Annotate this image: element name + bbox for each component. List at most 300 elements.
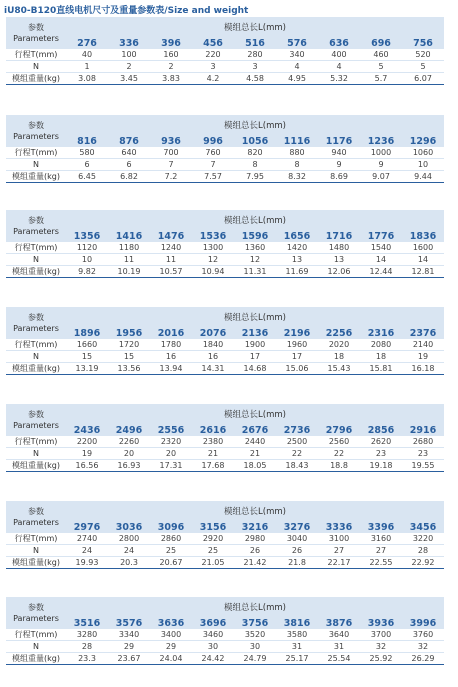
length-cell: 2016	[150, 327, 192, 339]
value-cell: 15.81	[360, 363, 402, 375]
row-label: N	[6, 448, 66, 460]
size-weight-table	[6, 501, 444, 569]
value-cell: 8.32	[276, 171, 318, 183]
param-label-en: Parameters	[13, 614, 59, 623]
row-label: N	[6, 351, 66, 363]
value-cell: 17.68	[192, 460, 234, 472]
value-cell: 3100	[318, 533, 360, 545]
param-header	[6, 404, 66, 436]
size-weight-table	[6, 404, 444, 472]
row-label: N	[6, 159, 66, 171]
value-cell: 400	[318, 49, 360, 61]
length-cell: 336	[108, 37, 150, 49]
length-cell: 2136	[234, 327, 276, 339]
length-cell: 3876	[318, 617, 360, 629]
value-cell: 24	[66, 545, 108, 557]
value-cell: 3400	[150, 629, 192, 641]
value-cell: 19	[66, 448, 108, 460]
param-label-cn: 参数	[28, 121, 44, 130]
value-cell: 520	[402, 49, 444, 61]
param-header	[6, 501, 66, 533]
value-cell: 22.92	[402, 557, 444, 569]
value-cell: 460	[360, 49, 402, 61]
value-cell: 20	[108, 448, 150, 460]
param-header	[6, 597, 66, 629]
module-length-header: 模组总长L(mm)	[66, 597, 444, 617]
value-cell: 7	[192, 159, 234, 171]
value-cell: 2500	[276, 436, 318, 448]
length-row	[6, 327, 444, 339]
value-cell: 1660	[66, 339, 108, 351]
length-cell: 1476	[150, 230, 192, 242]
length-cell: 2496	[108, 424, 150, 436]
length-cell: 1296	[402, 135, 444, 147]
n-row	[6, 254, 444, 266]
length-row	[6, 521, 444, 533]
stroke-row	[6, 629, 444, 641]
value-cell: 22.55	[360, 557, 402, 569]
value-cell: 2920	[192, 533, 234, 545]
value-cell: 16.18	[402, 363, 444, 375]
length-cell: 1236	[360, 135, 402, 147]
length-cell: 2316	[360, 327, 402, 339]
value-cell: 29	[108, 641, 150, 653]
value-cell: 280	[234, 49, 276, 61]
value-cell: 3280	[66, 629, 108, 641]
length-cell: 3456	[402, 521, 444, 533]
row-label: 行程T(mm)	[6, 533, 66, 545]
value-cell: 340	[276, 49, 318, 61]
value-cell: 13.94	[150, 363, 192, 375]
value-cell: 3160	[360, 533, 402, 545]
value-cell: 24.42	[192, 653, 234, 665]
weight-row	[6, 557, 444, 569]
length-cell: 3096	[150, 521, 192, 533]
length-cell: 576	[276, 37, 318, 49]
value-cell: 21.42	[234, 557, 276, 569]
value-cell: 18.43	[276, 460, 318, 472]
length-cell: 2076	[192, 327, 234, 339]
length-cell: 276	[66, 37, 108, 49]
stroke-row	[6, 49, 444, 61]
length-cell: 3936	[360, 617, 402, 629]
row-label: 行程T(mm)	[6, 147, 66, 159]
size-weight-table	[6, 17, 444, 85]
value-cell: 25.54	[318, 653, 360, 665]
length-cell: 1656	[276, 230, 318, 242]
length-cell: 3036	[108, 521, 150, 533]
value-cell: 2440	[234, 436, 276, 448]
row-label: 模组重量(kg)	[6, 460, 66, 472]
value-cell: 15	[66, 351, 108, 363]
value-cell: 21	[192, 448, 234, 460]
value-cell: 4	[276, 61, 318, 73]
value-cell: 5	[360, 61, 402, 73]
value-cell: 14.68	[234, 363, 276, 375]
length-cell: 456	[192, 37, 234, 49]
value-cell: 28	[66, 641, 108, 653]
value-cell: 17	[276, 351, 318, 363]
length-cell: 2796	[318, 424, 360, 436]
row-label: 行程T(mm)	[6, 629, 66, 641]
row-label: N	[6, 254, 66, 266]
value-cell: 10.57	[150, 266, 192, 278]
length-cell: 516	[234, 37, 276, 49]
value-cell: 6.45	[66, 171, 108, 183]
value-cell: 18	[360, 351, 402, 363]
value-cell: 23.3	[66, 653, 108, 665]
value-cell: 1060	[402, 147, 444, 159]
weight-row	[6, 363, 444, 375]
value-cell: 17.31	[150, 460, 192, 472]
value-cell: 18.05	[234, 460, 276, 472]
value-cell: 22.17	[318, 557, 360, 569]
value-cell: 25.17	[276, 653, 318, 665]
stroke-row	[6, 242, 444, 254]
value-cell: 880	[276, 147, 318, 159]
value-cell: 1540	[360, 242, 402, 254]
value-cell: 29	[150, 641, 192, 653]
param-label-en: Parameters	[13, 34, 59, 43]
length-cell: 3696	[192, 617, 234, 629]
param-label-en: Parameters	[13, 324, 59, 333]
value-cell: 14.31	[192, 363, 234, 375]
value-cell: 3.08	[66, 73, 108, 85]
row-label: 模组重量(kg)	[6, 73, 66, 85]
value-cell: 1600	[402, 242, 444, 254]
value-cell: 2020	[318, 339, 360, 351]
length-cell: 3816	[276, 617, 318, 629]
length-cell: 816	[66, 135, 108, 147]
length-cell: 1176	[318, 135, 360, 147]
length-row	[6, 617, 444, 629]
length-cell: 2616	[192, 424, 234, 436]
module-length-header: 模组总长L(mm)	[66, 501, 444, 521]
value-cell: 12	[192, 254, 234, 266]
value-cell: 2260	[108, 436, 150, 448]
length-cell: 3996	[402, 617, 444, 629]
value-cell: 14	[402, 254, 444, 266]
param-header	[6, 307, 66, 339]
value-cell: 1	[66, 61, 108, 73]
param-label-cn: 参数	[28, 23, 44, 32]
value-cell: 1360	[234, 242, 276, 254]
value-cell: 30	[192, 641, 234, 653]
value-cell: 25	[150, 545, 192, 557]
value-cell: 1960	[276, 339, 318, 351]
value-cell: 5.7	[360, 73, 402, 85]
value-cell: 2560	[318, 436, 360, 448]
length-cell: 1356	[66, 230, 108, 242]
value-cell: 6	[108, 159, 150, 171]
length-cell: 3396	[360, 521, 402, 533]
value-cell: 580	[66, 147, 108, 159]
value-cell: 12.81	[402, 266, 444, 278]
param-label-en: Parameters	[13, 132, 59, 141]
value-cell: 700	[150, 147, 192, 159]
value-cell: 4.2	[192, 73, 234, 85]
n-row	[6, 641, 444, 653]
value-cell: 6.07	[402, 73, 444, 85]
length-cell: 1056	[234, 135, 276, 147]
value-cell: 3520	[234, 629, 276, 641]
page-title: iU80-B120直线电机尺寸及重量参数表/Size and weight	[4, 6, 249, 16]
n-row	[6, 448, 444, 460]
value-cell: 14	[360, 254, 402, 266]
value-cell: 21.8	[276, 557, 318, 569]
value-cell: 20	[150, 448, 192, 460]
length-cell: 936	[150, 135, 192, 147]
value-cell: 24.79	[234, 653, 276, 665]
length-cell: 1536	[192, 230, 234, 242]
value-cell: 5.32	[318, 73, 360, 85]
value-cell: 220	[192, 49, 234, 61]
value-cell: 2620	[360, 436, 402, 448]
length-cell: 2676	[234, 424, 276, 436]
param-header	[6, 115, 66, 147]
length-cell: 756	[402, 37, 444, 49]
length-cell: 396	[150, 37, 192, 49]
value-cell: 1720	[108, 339, 150, 351]
value-cell: 3220	[402, 533, 444, 545]
value-cell: 25	[192, 545, 234, 557]
value-cell: 13	[276, 254, 318, 266]
value-cell: 16.56	[66, 460, 108, 472]
value-cell: 4.58	[234, 73, 276, 85]
value-cell: 2320	[150, 436, 192, 448]
value-cell: 820	[234, 147, 276, 159]
value-cell: 2200	[66, 436, 108, 448]
value-cell: 1000	[360, 147, 402, 159]
value-cell: 15.43	[318, 363, 360, 375]
length-cell: 1836	[402, 230, 444, 242]
value-cell: 8	[234, 159, 276, 171]
param-label-en: Parameters	[13, 227, 59, 236]
length-cell: 2376	[402, 327, 444, 339]
value-cell: 24	[108, 545, 150, 557]
value-cell: 19.55	[402, 460, 444, 472]
length-cell: 1116	[276, 135, 318, 147]
length-cell: 1596	[234, 230, 276, 242]
length-cell: 1416	[108, 230, 150, 242]
length-cell: 2256	[318, 327, 360, 339]
value-cell: 31	[276, 641, 318, 653]
param-label-en: Parameters	[13, 421, 59, 430]
value-cell: 9.82	[66, 266, 108, 278]
value-cell: 25.92	[360, 653, 402, 665]
value-cell: 760	[192, 147, 234, 159]
value-cell: 27	[318, 545, 360, 557]
value-cell: 10	[66, 254, 108, 266]
length-cell: 3636	[150, 617, 192, 629]
value-cell: 9	[360, 159, 402, 171]
value-cell: 18	[318, 351, 360, 363]
stroke-row	[6, 533, 444, 545]
value-cell: 3460	[192, 629, 234, 641]
row-label: 行程T(mm)	[6, 339, 66, 351]
length-cell: 2556	[150, 424, 192, 436]
value-cell: 3760	[402, 629, 444, 641]
param-label-cn: 参数	[28, 216, 44, 225]
length-cell: 3216	[234, 521, 276, 533]
value-cell: 5	[402, 61, 444, 73]
length-cell: 2976	[66, 521, 108, 533]
value-cell: 21.05	[192, 557, 234, 569]
value-cell: 3640	[318, 629, 360, 641]
length-cell: 3156	[192, 521, 234, 533]
n-row	[6, 351, 444, 363]
length-row	[6, 37, 444, 49]
length-cell: 1776	[360, 230, 402, 242]
value-cell: 100	[108, 49, 150, 61]
size-weight-table	[6, 210, 444, 278]
value-cell: 7.2	[150, 171, 192, 183]
value-cell: 7.95	[234, 171, 276, 183]
value-cell: 8	[276, 159, 318, 171]
value-cell: 2080	[360, 339, 402, 351]
value-cell: 10.94	[192, 266, 234, 278]
value-cell: 21	[234, 448, 276, 460]
value-cell: 16.93	[108, 460, 150, 472]
value-cell: 2980	[234, 533, 276, 545]
length-cell: 1716	[318, 230, 360, 242]
row-label: 行程T(mm)	[6, 49, 66, 61]
stroke-row	[6, 147, 444, 159]
value-cell: 3	[192, 61, 234, 73]
row-label: 行程T(mm)	[6, 242, 66, 254]
value-cell: 23.67	[108, 653, 150, 665]
weight-row	[6, 73, 444, 85]
value-cell: 11	[108, 254, 150, 266]
length-cell: 3516	[66, 617, 108, 629]
value-cell: 13.56	[108, 363, 150, 375]
row-label: 模组重量(kg)	[6, 557, 66, 569]
length-cell: 3756	[234, 617, 276, 629]
value-cell: 6.82	[108, 171, 150, 183]
value-cell: 11.31	[234, 266, 276, 278]
length-cell: 876	[108, 135, 150, 147]
length-cell: 636	[318, 37, 360, 49]
value-cell: 940	[318, 147, 360, 159]
weight-row	[6, 653, 444, 665]
length-row	[6, 424, 444, 436]
value-cell: 7.57	[192, 171, 234, 183]
value-cell: 1780	[150, 339, 192, 351]
value-cell: 12	[234, 254, 276, 266]
value-cell: 11	[150, 254, 192, 266]
value-cell: 24.04	[150, 653, 192, 665]
length-cell: 3336	[318, 521, 360, 533]
value-cell: 6	[66, 159, 108, 171]
size-weight-table	[6, 307, 444, 375]
value-cell: 15	[108, 351, 150, 363]
value-cell: 3.83	[150, 73, 192, 85]
value-cell: 1300	[192, 242, 234, 254]
param-label-cn: 参数	[28, 507, 44, 516]
value-cell: 23	[402, 448, 444, 460]
value-cell: 12.44	[360, 266, 402, 278]
value-cell: 19.18	[360, 460, 402, 472]
value-cell: 4.95	[276, 73, 318, 85]
value-cell: 17	[234, 351, 276, 363]
module-length-header: 模组总长L(mm)	[66, 115, 444, 135]
value-cell: 3700	[360, 629, 402, 641]
value-cell: 10.19	[108, 266, 150, 278]
value-cell: 1120	[66, 242, 108, 254]
value-cell: 2140	[402, 339, 444, 351]
length-cell: 1896	[66, 327, 108, 339]
value-cell: 1480	[318, 242, 360, 254]
value-cell: 28	[402, 545, 444, 557]
value-cell: 2	[150, 61, 192, 73]
value-cell: 160	[150, 49, 192, 61]
value-cell: 26	[276, 545, 318, 557]
row-label: 行程T(mm)	[6, 436, 66, 448]
size-weight-table	[6, 597, 444, 665]
length-cell: 1956	[108, 327, 150, 339]
value-cell: 7	[150, 159, 192, 171]
row-label: N	[6, 545, 66, 557]
value-cell: 1420	[276, 242, 318, 254]
n-row	[6, 61, 444, 73]
length-cell: 3576	[108, 617, 150, 629]
value-cell: 2380	[192, 436, 234, 448]
value-cell: 2680	[402, 436, 444, 448]
weight-row	[6, 460, 444, 472]
value-cell: 23	[360, 448, 402, 460]
value-cell: 13.19	[66, 363, 108, 375]
weight-row	[6, 266, 444, 278]
length-cell: 696	[360, 37, 402, 49]
length-cell: 2436	[66, 424, 108, 436]
size-weight-table	[6, 115, 444, 183]
value-cell: 3040	[276, 533, 318, 545]
value-cell: 9.44	[402, 171, 444, 183]
value-cell: 3340	[108, 629, 150, 641]
value-cell: 31	[318, 641, 360, 653]
value-cell: 16	[150, 351, 192, 363]
module-length-header: 模组总长L(mm)	[66, 404, 444, 424]
value-cell: 2	[108, 61, 150, 73]
value-cell: 26.29	[402, 653, 444, 665]
value-cell: 11.69	[276, 266, 318, 278]
weight-row	[6, 171, 444, 183]
value-cell: 30	[234, 641, 276, 653]
row-label: N	[6, 61, 66, 73]
row-label: 模组重量(kg)	[6, 266, 66, 278]
module-length-header: 模组总长L(mm)	[66, 17, 444, 37]
value-cell: 20.67	[150, 557, 192, 569]
value-cell: 32	[402, 641, 444, 653]
value-cell: 3.45	[108, 73, 150, 85]
row-label: 模组重量(kg)	[6, 653, 66, 665]
value-cell: 19	[402, 351, 444, 363]
stroke-row	[6, 436, 444, 448]
n-row	[6, 545, 444, 557]
value-cell: 22	[318, 448, 360, 460]
value-cell: 26	[234, 545, 276, 557]
length-row	[6, 135, 444, 147]
value-cell: 19.93	[66, 557, 108, 569]
value-cell: 3	[234, 61, 276, 73]
value-cell: 20.3	[108, 557, 150, 569]
length-cell: 2736	[276, 424, 318, 436]
length-cell: 996	[192, 135, 234, 147]
param-label-en: Parameters	[13, 518, 59, 527]
value-cell: 1240	[150, 242, 192, 254]
value-cell: 4	[318, 61, 360, 73]
module-length-header: 模组总长L(mm)	[66, 210, 444, 230]
